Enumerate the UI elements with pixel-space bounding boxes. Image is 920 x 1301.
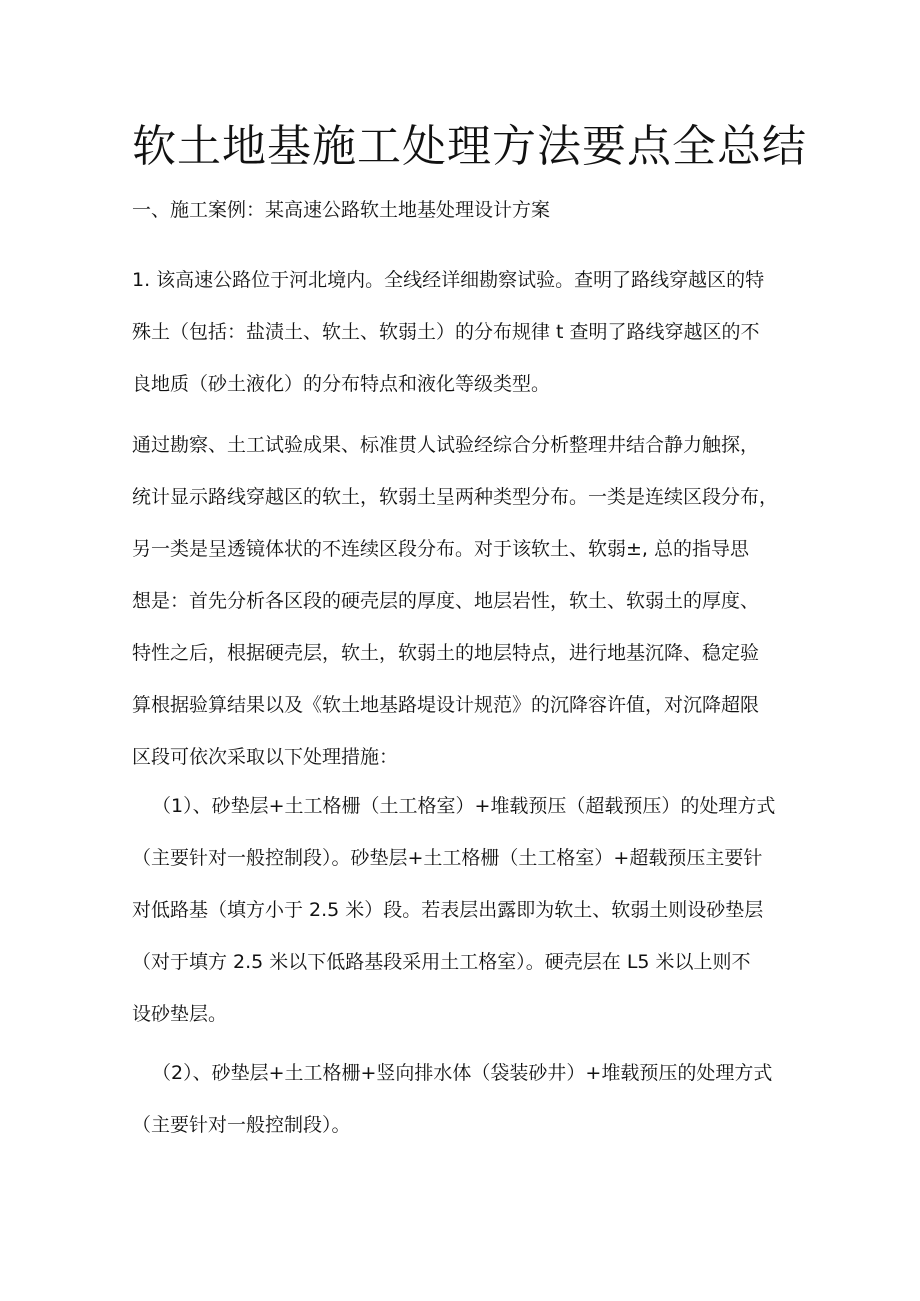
paragraph-line: （主要针对一般控制段）。	[132, 1114, 351, 1136]
paragraph-line: （2）、砂垫层+土工格栅+竖向排水体（袋装砂井）+堆载预压的处理方式	[152, 1062, 773, 1084]
paragraph-line: 区段可依次采取以下处理措施：	[132, 746, 399, 768]
paragraph-line: 特性之后，根据硬壳层，软土，软弱土的地层特点，进行地基沉降、稳定验	[132, 642, 760, 664]
paragraph-line: 另一类是呈透镜体状的不连续区段分布。对于该软土、软弱±, 总的指导思	[132, 538, 750, 560]
paragraph-line: 通过勘察、土工试验成果、标准贯人试验经综合分析整理井结合静力触探，	[132, 434, 760, 456]
paragraph-line: 对低路基（填方小于 2.5 米）段。若表层出露即为软土、软弱土则设砂垫层	[132, 899, 764, 921]
section-heading: 一、施工案例：某高速公路软土地基处理设计方案	[132, 199, 551, 221]
document-title: 软土地基施工处理方法要点全总结	[132, 121, 807, 172]
paragraph-line: 统计显示路线穿越区的软土，软弱土呈两种类型分布。一类是连续区段分布，	[132, 486, 779, 508]
paragraph-line: （对于填方 2.5 米以下低路基段采用土工格室）。硬壳层在 L5 米以上则不	[132, 951, 751, 973]
paragraph-line: （1）、砂垫层+土工格栅（土工格室）+堆载预压（超载预压）的处理方式	[152, 795, 776, 817]
paragraph-line: 良地质（砂土液化）的分布特点和液化等级类型。	[132, 373, 551, 395]
paragraph-3	[132, 786, 812, 1046]
paragraph-4	[132, 1053, 812, 1157]
paragraph-line: 设砂垫层。	[132, 1003, 228, 1025]
paragraph-1	[132, 260, 812, 416]
paragraph-2	[132, 425, 812, 789]
paragraph-line: 殊土（包括：盐渍土、软土、软弱土）的分布规律 t 查明了路线穿越区的不	[132, 321, 760, 343]
paragraph-line: 算根据验算结果以及《软土地基路堤设计规范》的沉降容许值，对沉降超限	[132, 694, 760, 716]
paragraph-line: 想是：首先分析各区段的硬壳层的厚度、地层岩性，软土、软弱土的厚度、	[132, 590, 760, 612]
paragraph-line: 1. 该高速公路位于河北境内。全线经详细勘察试验。查明了路线穿越区的特	[132, 269, 765, 291]
paragraph-line: （主要针对一般控制段）。砂垫层+土工格栅（土工格室）+超载预压主要针	[132, 847, 763, 869]
